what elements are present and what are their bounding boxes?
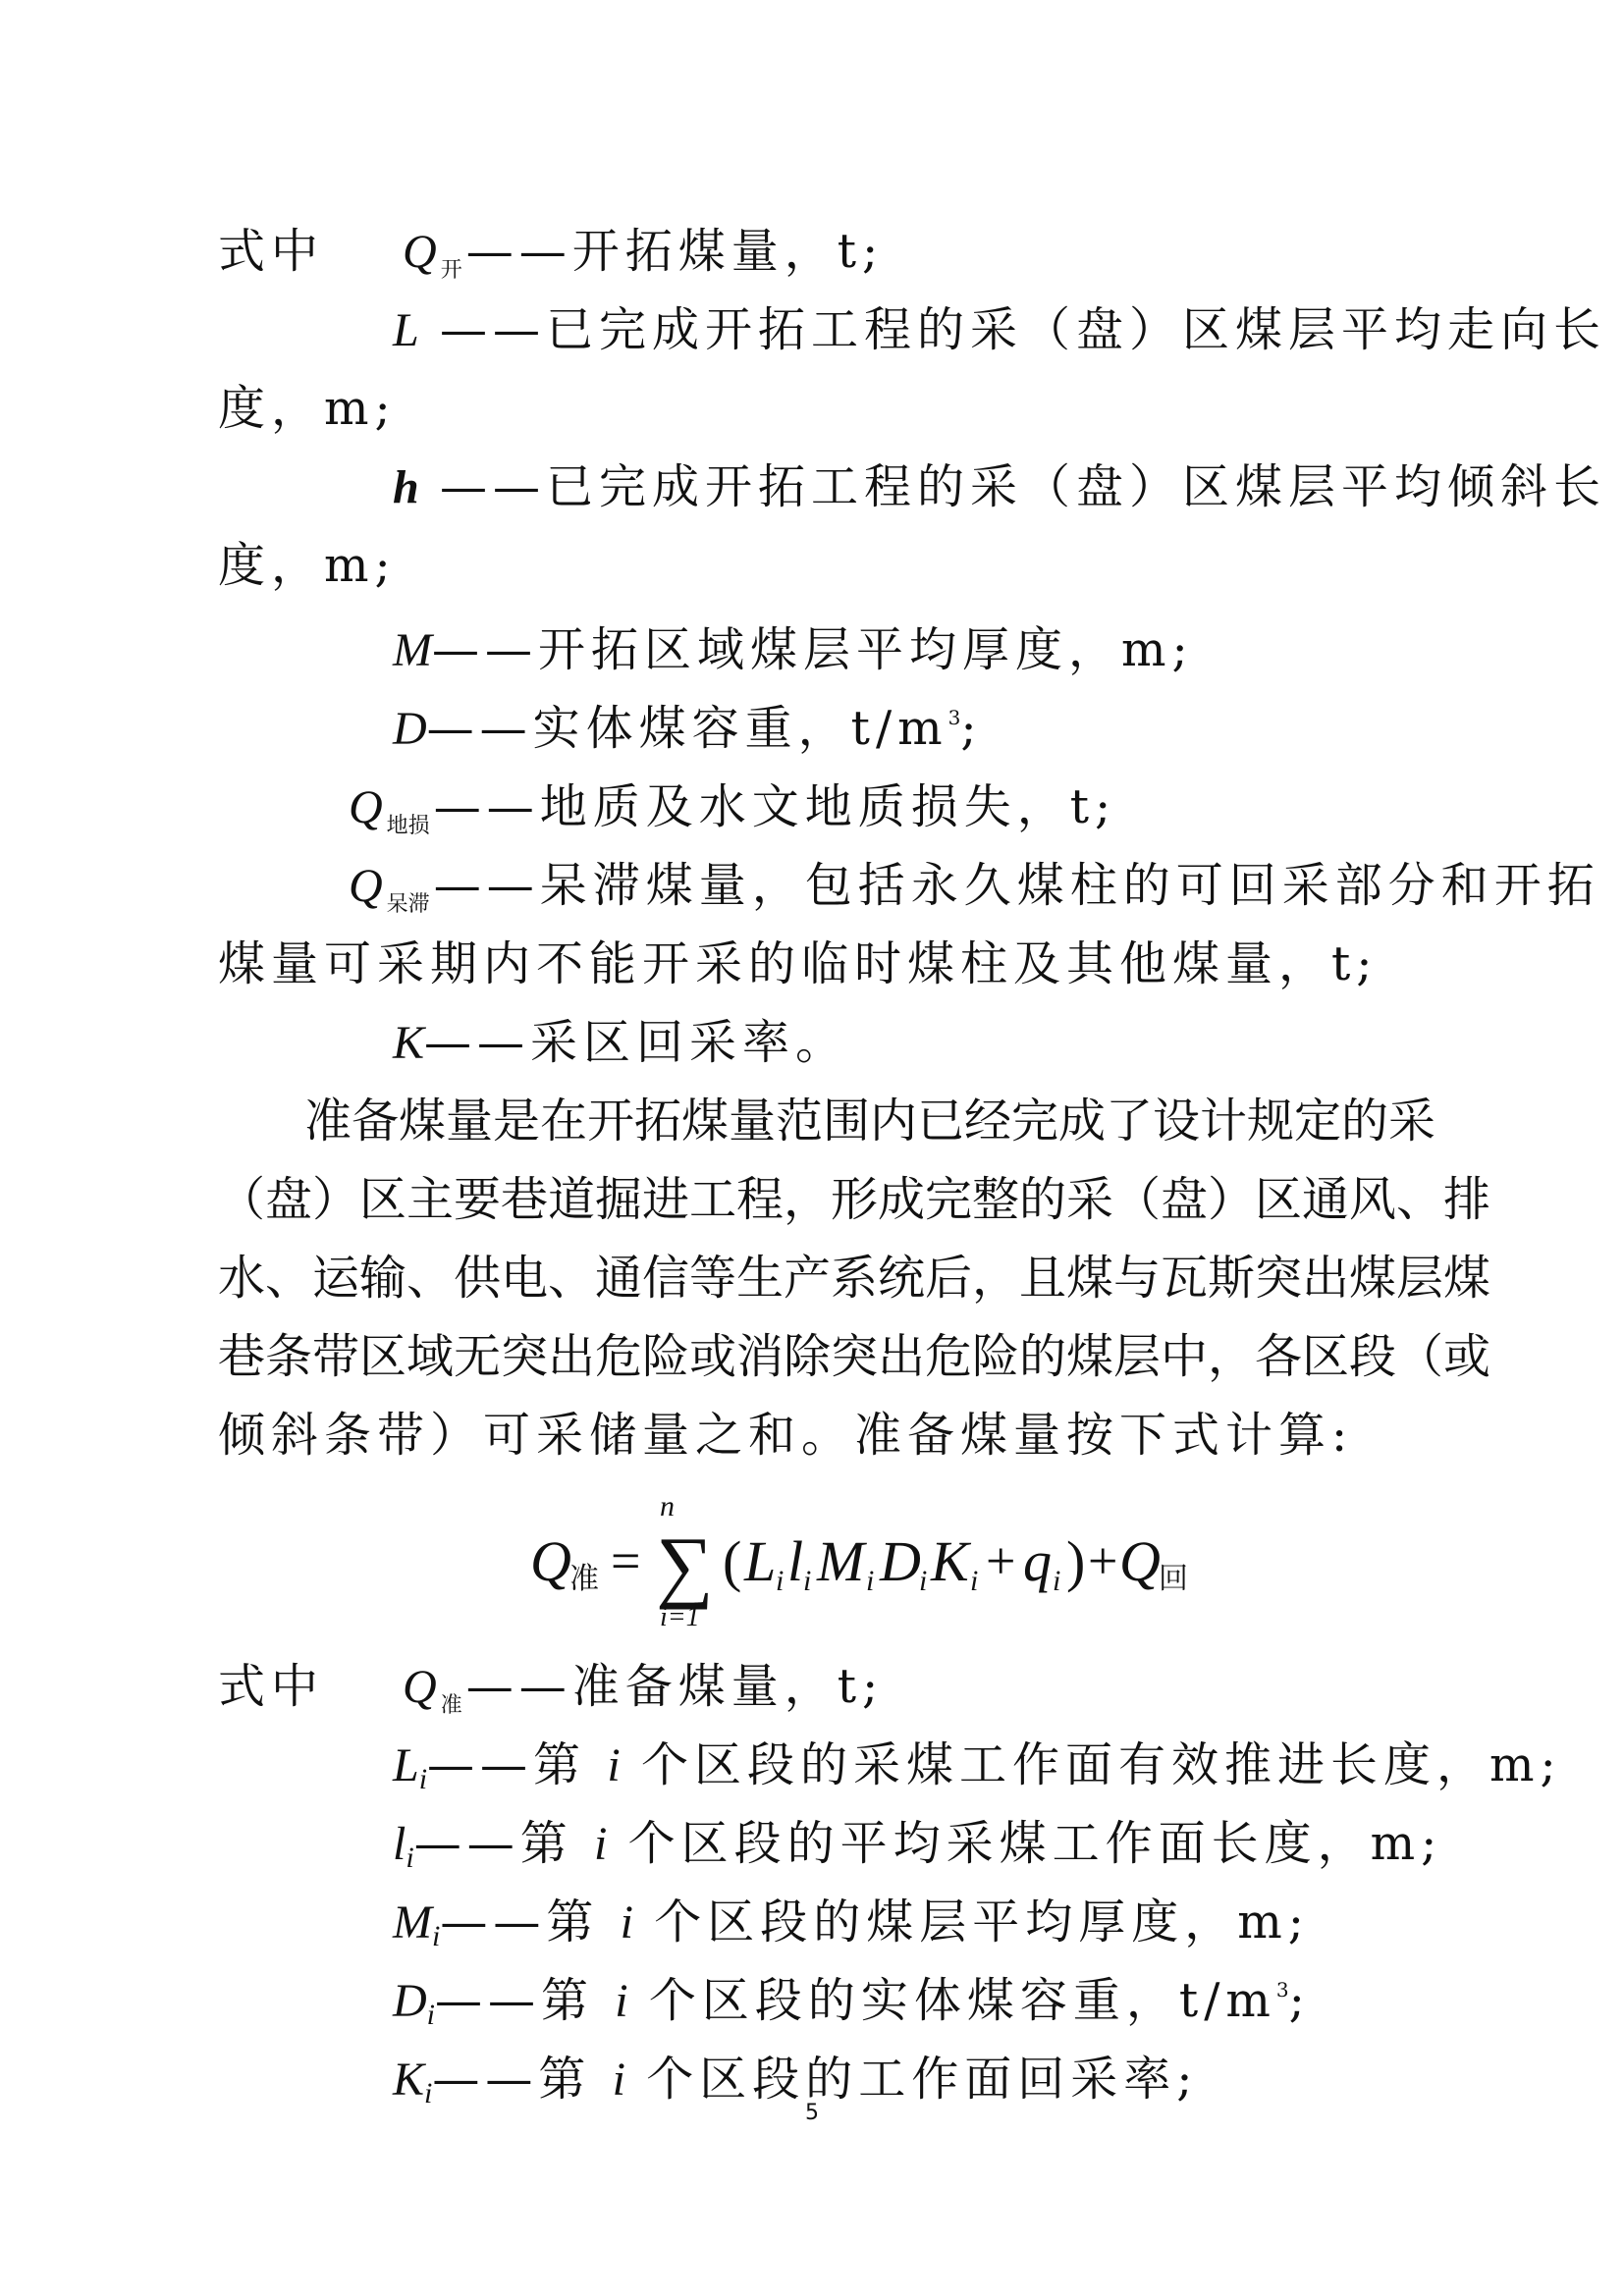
var-description: ——呆滞煤量，包括永久煤柱的可回采部分和开拓: [433, 858, 1600, 913]
eq-index: i: [803, 1565, 812, 1597]
eq-index: i: [866, 1565, 875, 1597]
var-description-end: ;: [960, 701, 983, 756]
var-description: ——已完成开拓工程的采（盘）区煤层平均走向长: [439, 302, 1606, 357]
var-description-cont: 度，m;: [218, 538, 397, 593]
eq-index: i: [919, 1565, 928, 1597]
def-M: [393, 620, 1194, 680]
var-symbol: Q: [349, 781, 383, 833]
def-Mi: [393, 1893, 1310, 1958]
inline-index: i: [612, 2054, 625, 2106]
def-q-zhun: [218, 1657, 884, 1726]
paragraph-line: （盘）区主要巷道掘进工程，形成完整的采（盘）区通风、排: [218, 1172, 1491, 1227]
var-description: ——实体煤容重，t/m: [426, 701, 948, 756]
equation: [530, 1482, 1188, 1632]
var-description: ——第: [440, 1895, 600, 1949]
var-symbol: Q: [349, 860, 383, 912]
var-symbol: L: [393, 304, 419, 356]
paragraph-line: 水、运输、供电、通信等生产系统后，且煤与瓦斯突出煤层煤: [218, 1251, 1491, 1306]
def-q-daizhi: [349, 856, 1600, 925]
eq-var-M: M: [817, 1529, 865, 1593]
inline-index: i: [615, 1975, 628, 2027]
paragraph-line: 准备煤量是在开拓煤量范围内已经完成了设计规定的采: [304, 1094, 1436, 1148]
var-symbol: Q: [403, 226, 437, 278]
eq-sum-upper: n: [660, 1490, 675, 1522]
paragraph-line: 巷条带区域无突出危险或消除突出危险的煤层中，各区段（或: [218, 1329, 1491, 1384]
eq-close-paren: ): [1066, 1529, 1086, 1593]
eq-sum-lower: i=1: [660, 1602, 700, 1632]
var-symbol: l: [393, 1818, 406, 1870]
var-description: ——第: [413, 1816, 573, 1871]
eq-var-L: L: [744, 1529, 777, 1593]
var-symbol: M: [393, 624, 432, 676]
var-subscript: 地损: [386, 814, 430, 838]
def-Li: [393, 1735, 1562, 1801]
eq-index: i: [776, 1565, 785, 1597]
inline-index: i: [593, 1818, 608, 1870]
var-symbol: h: [393, 461, 419, 513]
eq-rhs-symbol: Q: [1119, 1529, 1161, 1593]
var-index: i: [431, 1920, 441, 1952]
eq-equals: =: [611, 1531, 641, 1590]
eq-index: i: [1053, 1565, 1061, 1597]
var-description: ——开拓煤量，t;: [465, 224, 885, 279]
def-h-cont: [218, 536, 397, 595]
var-description: 个区段的实体煤容重，t/m: [648, 1973, 1276, 2028]
eq-index: i: [970, 1565, 979, 1597]
var-description: ——采区回采率。: [424, 1015, 849, 1070]
var-description: ——开拓区域煤层平均厚度，m;: [431, 622, 1194, 677]
eq-lhs-symbol: Q: [530, 1529, 571, 1593]
inline-index: i: [607, 1739, 621, 1791]
eq-var-D: D: [880, 1529, 921, 1593]
eq-plus: +: [986, 1531, 1016, 1590]
def-L-cont: [218, 379, 397, 438]
var-description: ——第: [427, 1737, 587, 1792]
eq-var-K: K: [931, 1529, 969, 1593]
eq-open-paren: (: [723, 1529, 742, 1593]
var-description: ——第: [432, 2052, 592, 2107]
var-description: 个区段的煤层平均厚度，m;: [654, 1895, 1310, 1949]
var-index: i: [406, 1842, 414, 1874]
var-index: i: [418, 1763, 428, 1795]
def-D: [393, 699, 983, 767]
var-symbol: L: [393, 1739, 419, 1791]
page-number: 5: [805, 2101, 819, 2125]
def-q-kai: [218, 222, 884, 291]
superscript: 3: [1275, 1978, 1289, 2002]
def-L: [393, 300, 1606, 360]
superscript: 3: [947, 706, 961, 729]
intro-label: 式中: [218, 1659, 325, 1714]
var-symbol: Q: [403, 1661, 437, 1713]
def-K: [393, 1013, 848, 1073]
var-description: ——地质及水文地质损失，t;: [433, 779, 1117, 834]
var-description: 个区段的采煤工作面有效推进长度，m;: [640, 1737, 1562, 1792]
var-symbol: K: [393, 2054, 425, 2106]
def-q-daizhi-cont: [218, 934, 1378, 993]
eq-lhs-subscript: 准: [569, 1563, 599, 1595]
var-index: i: [424, 2077, 433, 2109]
def-Di: [393, 1971, 1311, 2039]
var-subscript: 呆滞: [386, 892, 430, 917]
var-symbol: M: [393, 1896, 432, 1949]
paragraph-line: 倾斜条带）可采储量之和。准备煤量按下式计算:: [218, 1408, 1354, 1463]
eq-plus: +: [1088, 1531, 1118, 1590]
eq-sum-sign: ∑: [656, 1521, 714, 1610]
var-subscript: 准: [440, 1693, 462, 1718]
eq-rhs-subscript: 回: [1159, 1563, 1188, 1595]
inline-index: i: [620, 1896, 633, 1949]
def-h: [393, 457, 1606, 517]
eq-var-l: l: [787, 1529, 804, 1593]
def-q-disun: [349, 777, 1116, 846]
var-description-cont: 煤量可采期内不能开采的临时煤柱及其他煤量，t;: [218, 936, 1379, 991]
intro-label: 式中: [218, 224, 325, 279]
var-description-cont: 度，m;: [218, 381, 397, 436]
var-symbol: D: [393, 703, 427, 755]
var-description: ——准备煤量，t;: [465, 1659, 885, 1714]
eq-var-q: q: [1023, 1529, 1052, 1593]
var-description-end: ;: [1288, 1973, 1311, 2028]
def-li: [393, 1814, 1442, 1880]
var-symbol: D: [393, 1975, 427, 2027]
var-description: ——已完成开拓工程的采（盘）区煤层平均倾斜长: [439, 459, 1606, 514]
var-description: ——第: [435, 1973, 595, 2028]
var-symbol: K: [393, 1017, 425, 1069]
var-description: 个区段的平均采煤工作面长度，m;: [627, 1816, 1443, 1871]
var-subscript: 开: [440, 258, 462, 283]
var-index: i: [426, 1999, 436, 2031]
var-description: 个区段的工作面回采率;: [646, 2052, 1199, 2107]
